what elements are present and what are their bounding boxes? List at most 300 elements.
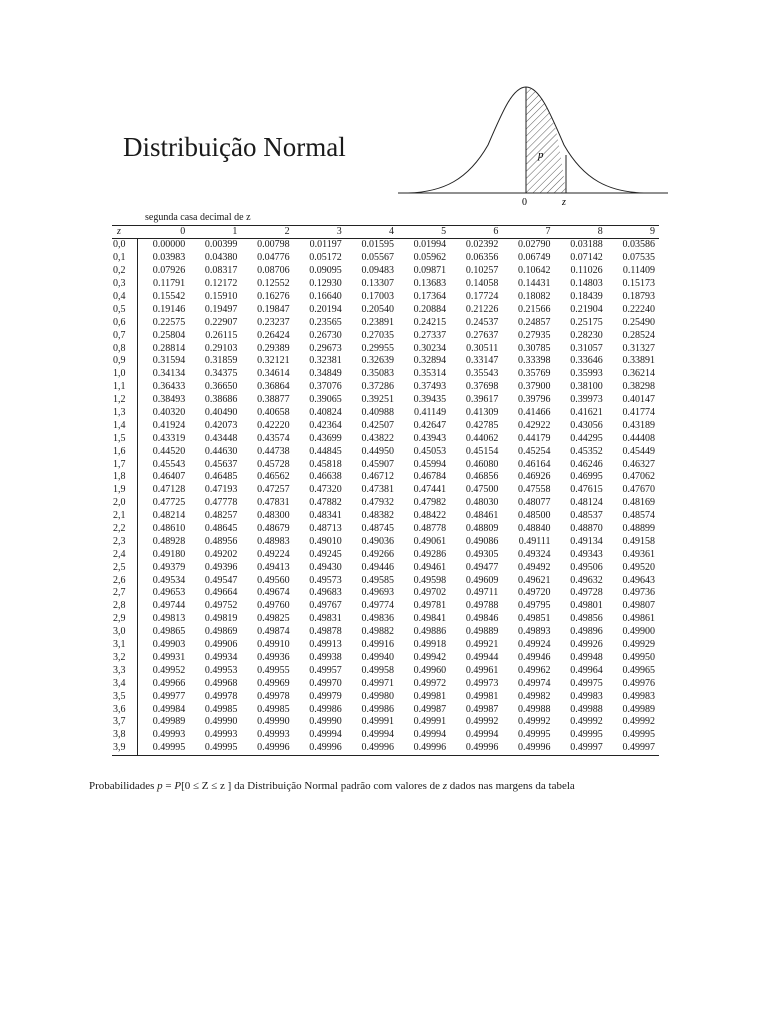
table-cell: 0.43189 [622,419,655,431]
table-cell: 0.00399 [204,239,238,251]
table-cell: 0.41774 [622,407,655,419]
table-cell: 0.15910 [204,291,238,302]
table-cell: 0.27935 [518,329,551,341]
table-cell: 0.46562 [257,471,290,483]
table-cell: 0.47932 [361,497,394,509]
table-cell: 0.08706 [257,265,290,277]
row-z-value: 0,6 [112,316,137,329]
table-cell: 0.44179 [518,432,551,444]
table-cell: 0.49036 [361,535,394,547]
table-cell: 0.14803 [570,278,603,290]
table-cell: 0.49506 [570,561,603,573]
table-cell: 0.46407 [152,471,186,483]
column-header-2: 2 [284,226,290,237]
table-cell: 0.49086 [465,535,499,547]
table-cell: 0.44738 [257,445,290,457]
table-cell: 0.37698 [465,381,499,393]
table-cell: 0.18793 [622,291,655,302]
table-cell: 0.48645 [204,523,238,535]
table-cell: 0.49987 [465,703,499,715]
table-cell: 0.49807 [622,600,655,612]
table-body [112,239,659,756]
table-cell: 0.49985 [204,703,238,715]
table-row [112,407,659,420]
probability-table [112,225,659,756]
table-row [112,587,659,600]
table-cell: 0.05567 [361,252,394,264]
table-cell: 0.49477 [465,561,499,573]
table-cell: 0.35083 [361,368,394,380]
table-cell: 0.47615 [570,484,603,496]
table-row [112,690,659,703]
table-cell: 0.33147 [465,355,499,367]
column-header-5: 5 [441,226,447,237]
table-cell: 0.31859 [204,355,238,367]
table-cell: 0.43574 [257,432,290,444]
table-cell: 0.49969 [257,677,290,689]
table-row [112,419,659,432]
table-cell: 0.49936 [257,651,290,663]
table-cell: 0.04380 [204,252,238,264]
row-z-value: 0,8 [112,342,137,355]
table-cell: 0.15173 [622,278,655,290]
table-cell: 0.49906 [204,639,238,651]
table-cell: 0.38877 [257,394,290,406]
table-cell: 0.49981 [413,690,447,702]
table-cell: 0.49752 [204,600,238,612]
table-row [112,561,659,574]
table-cell: 0.49944 [465,651,499,663]
table-cell: 0.34134 [152,368,186,380]
table-cell: 0.46327 [622,458,655,470]
table-cell: 0.49061 [413,535,447,547]
row-z-value: 0,5 [112,303,137,316]
table-cell: 0.23891 [361,316,394,328]
table-cell: 0.49957 [309,664,342,676]
table-cell: 0.49995 [204,742,238,754]
table-cell: 0.49996 [309,742,342,754]
table-cell: 0.49111 [518,535,551,547]
table-cell: 0.29103 [204,342,238,354]
row-z-value: 2,7 [112,587,137,600]
table-cell: 0.18439 [570,291,603,302]
table-row [112,664,659,677]
table-row [112,265,659,278]
table-cell: 0.49831 [309,613,342,625]
table-cell: 0.49992 [465,716,499,728]
column-header-0: 0 [180,226,186,237]
row-z-value: 1,1 [112,381,137,394]
table-cell: 0.49966 [152,677,186,689]
table-cell: 0.27637 [465,329,499,341]
table-cell: 0.49728 [570,587,603,599]
table-cell: 0.46926 [518,471,551,483]
table-cell: 0.47062 [622,471,655,483]
table-cell: 0.13307 [361,278,394,290]
table-cell: 0.49983 [570,690,603,702]
table-cell: 0.47778 [204,497,238,509]
page-title: Distribuição Normal [123,132,346,162]
table-cell: 0.08317 [204,265,238,277]
table-cell: 0.49942 [413,651,447,663]
table-cell: 0.49995 [152,742,186,754]
table-cell: 0.49916 [361,639,394,651]
table-cell: 0.49962 [518,664,551,676]
table-row [112,523,659,536]
table-cell: 0.49430 [309,561,342,573]
table-cell: 0.36433 [152,381,186,393]
table-cell: 0.47193 [204,484,238,496]
table-cell: 0.49851 [518,613,551,625]
table-cell: 0.49988 [518,703,551,715]
table-cell: 0.48382 [361,510,394,522]
table-row [112,652,659,665]
table-cell: 0.45449 [622,445,655,457]
table-cell: 0.31594 [152,355,186,367]
table-cell: 0.49977 [152,690,186,702]
table-cell: 0.49643 [622,574,655,586]
table-cell: 0.22240 [622,303,655,315]
table-cell: 0.05962 [413,252,447,264]
table-cell: 0.48214 [152,510,186,522]
column-header-1: 1 [232,226,238,237]
table-cell: 0.19497 [204,303,238,315]
table-cell: 0.39973 [570,394,603,406]
table-cell: 0.23237 [257,316,290,328]
column-header-4: 4 [388,226,394,237]
table-cell: 0.49266 [361,548,394,560]
table-cell: 0.32381 [309,355,342,367]
table-cell: 0.49801 [570,600,603,612]
table-cell: 0.25490 [622,316,655,328]
table-cell: 0.47500 [465,484,499,496]
table-cell: 0.19146 [152,303,186,315]
table-cell: 0.49974 [518,677,551,689]
table-cell: 0.49984 [152,703,186,715]
table-cell: 0.49343 [570,548,603,560]
table-cell: 0.20884 [413,303,447,315]
table-cell: 0.49991 [413,716,447,728]
table-cell: 0.49893 [518,626,551,638]
table-cell: 0.43943 [413,432,447,444]
table-cell: 0.49975 [570,677,603,689]
table-cell: 0.26424 [257,329,290,341]
table-cell: 0.11791 [153,278,186,290]
row-z-value: 0,1 [112,252,137,265]
table-cell: 0.09871 [413,265,447,277]
table-cell: 0.21226 [465,303,499,315]
table-cell: 0.49993 [257,729,290,741]
table-cell: 0.48840 [518,523,551,535]
table-cell: 0.32121 [257,355,290,367]
table-cell: 0.49921 [465,639,499,651]
table-cell: 0.49953 [204,664,238,676]
table-cell: 0.49992 [518,716,551,728]
table-cell: 0.35993 [570,368,603,380]
table-cell: 0.47982 [413,497,447,509]
table-cell: 0.41924 [152,419,186,431]
table-cell: 0.48610 [152,523,186,535]
table-cell: 0.49918 [413,639,447,651]
table-cell: 0.49598 [413,574,447,586]
table-cell: 0.49972 [413,677,447,689]
table-cell: 0.49621 [518,574,551,586]
table-cell: 0.33646 [570,355,603,367]
row-z-value: 3,4 [112,677,137,690]
table-cell: 0.49940 [361,651,394,663]
table-cell: 0.49938 [309,651,342,663]
table-cell: 0.12930 [309,278,342,290]
table-cell: 0.32894 [413,355,447,367]
table-cell: 0.02392 [465,239,499,251]
table-cell: 0.11409 [622,265,655,277]
table-cell: 0.01197 [309,239,342,251]
normal-curve-figure [398,80,668,208]
table-cell: 0.16276 [257,291,290,302]
table-cell: 0.49976 [622,677,655,689]
table-cell: 0.45053 [413,445,447,457]
column-header-3: 3 [336,226,342,237]
table-cell: 0.49653 [152,587,186,599]
table-cell: 0.49952 [152,664,186,676]
table-cell: 0.25804 [152,329,186,341]
table-cell: 0.49896 [570,626,603,638]
table-cell: 0.49994 [465,729,499,741]
table-cell: 0.45994 [413,458,447,470]
table-cell: 0.40824 [309,407,342,419]
table-cell: 0.06749 [518,252,551,264]
table-cell: 0.49971 [361,677,394,689]
table-row [112,613,659,626]
table-row [112,497,659,510]
table-cell: 0.49693 [361,587,394,599]
table-cell: 0.34614 [257,368,290,380]
table-cell: 0.37900 [518,381,551,393]
table-cell: 0.48778 [413,523,447,535]
table-cell: 0.40988 [361,407,394,419]
table-cell: 0.49960 [413,664,447,676]
table-cell: 0.49990 [257,716,290,728]
table-cell: 0.48169 [622,497,655,509]
table-cell: 0.31057 [570,342,603,354]
table-cell: 0.49573 [309,574,342,586]
table-row [112,278,659,291]
table-cell: 0.27035 [361,329,394,341]
table-cell: 0.43319 [152,432,186,444]
table-cell: 0.33398 [518,355,551,367]
table-cell: 0.49632 [570,574,603,586]
table-cell: 0.29389 [257,342,290,354]
table-cell: 0.06356 [465,252,499,264]
table-cell: 0.49286 [413,548,447,560]
table-cell: 0.49836 [361,613,394,625]
row-z-value: 3,1 [112,639,137,652]
table-cell: 0.49869 [204,626,238,638]
table-cell: 0.35769 [518,368,551,380]
table-caption [89,780,575,792]
table-cell: 0.22907 [204,316,238,328]
table-cell: 0.49955 [257,664,290,676]
table-cell: 0.39065 [309,394,342,406]
table-cell: 0.44408 [622,432,655,444]
table-cell: 0.49846 [465,613,499,625]
row-z-value: 1,9 [112,484,137,497]
table-cell: 0.49934 [204,651,238,663]
table-row [112,329,659,342]
table-cell: 0.44845 [309,445,342,457]
table-row [112,445,659,458]
table-cell: 0.49996 [361,742,394,754]
caption-formula-p: p [157,780,163,792]
z-column-header: z [117,226,121,237]
table-cell: 0.49987 [413,703,447,715]
table-cell: 0.14058 [465,278,499,290]
table-cell: 0.45907 [361,458,394,470]
table-cell: 0.49996 [257,742,290,754]
table-row [112,458,659,471]
column-header-9: 9 [650,226,655,237]
table-cell: 0.49981 [465,690,499,702]
table-row [112,510,659,523]
table-row [112,484,659,497]
table-row [112,239,659,252]
table-cell: 0.49924 [518,639,551,651]
table-cell: 0.49986 [309,703,342,715]
row-z-value: 1,6 [112,445,137,458]
row-z-value: 2,5 [112,561,137,574]
caption-part2: da Distribuição Normal padrão com valores de [234,780,440,792]
table-cell: 0.49995 [570,729,603,741]
table-cell: 0.49774 [361,600,394,612]
table-cell: 0.38100 [570,381,603,393]
row-z-value: 3,6 [112,703,137,716]
table-cell: 0.49878 [309,626,342,638]
table-cell: 0.47257 [257,484,290,496]
table-cell: 0.44950 [361,445,394,457]
table-cell: 0.49996 [413,742,447,754]
table-cell: 0.14431 [518,278,551,290]
table-cell: 0.12172 [204,278,238,290]
table-cell: 0.49825 [257,613,290,625]
caption-formula-z: z [442,780,448,792]
table-cell: 0.49983 [622,690,655,702]
table-cell: 0.49720 [518,587,551,599]
table-cell: 0.44520 [152,445,186,457]
table-cell: 0.48077 [518,497,551,509]
table-row [112,342,659,355]
table-cell: 0.49979 [309,690,342,702]
table-cell: 0.05172 [309,252,342,264]
table-cell: 0.49929 [622,639,655,651]
row-z-value: 1,3 [112,407,137,420]
table-cell: 0.39796 [518,394,551,406]
table-cell: 0.41149 [413,407,447,419]
table-cell: 0.49010 [309,535,342,547]
table-cell: 0.29673 [309,342,342,354]
table-cell: 0.48537 [570,510,603,522]
table-cell: 0.48809 [465,523,499,535]
table-cell: 0.49609 [465,574,499,586]
table-cell: 0.49585 [361,574,394,586]
table-cell: 0.49978 [257,690,290,702]
table-row [112,252,659,265]
table-cell: 0.35543 [465,368,499,380]
table-cell: 0.49889 [465,626,499,638]
row-z-value: 2,6 [112,574,137,587]
table-cell: 0.49180 [152,548,186,560]
table-cell: 0.48341 [309,510,342,522]
table-cell: 0.31327 [622,342,655,354]
table-cell: 0.42922 [518,419,551,431]
table-cell: 0.49361 [622,548,655,560]
table-cell: 0.45352 [570,445,603,457]
row-z-value: 3,2 [112,652,137,665]
row-z-value: 2,3 [112,535,137,548]
table-row [112,316,659,329]
table-cell: 0.49702 [413,587,447,599]
table-cell: 0.49158 [622,535,655,547]
table-cell: 0.47320 [309,484,342,496]
table-cell: 0.48983 [257,535,290,547]
table-cell: 0.48574 [622,510,655,522]
table-cell: 0.18082 [518,291,551,302]
table-cell: 0.49982 [518,690,551,702]
table-cell: 0.49819 [204,613,238,625]
row-z-value: 3,5 [112,690,137,703]
table-cell: 0.49950 [622,651,655,663]
table-cell: 0.41621 [570,407,603,419]
table-row [112,574,659,587]
table-cell: 0.49245 [309,548,342,560]
row-z-value: 2,0 [112,497,137,510]
table-cell: 0.09095 [309,265,342,277]
table-cell: 0.49324 [518,548,551,560]
table-subheader-text: segunda casa decimal de z [145,212,251,223]
table-cell: 0.42507 [361,419,394,431]
table-cell: 0.24537 [465,316,499,328]
table-cell: 0.49978 [204,690,238,702]
table-cell: 0.49991 [361,716,394,728]
table-row [112,729,659,742]
area-label: p [538,149,544,161]
table-cell: 0.46080 [465,458,499,470]
table-cell: 0.47441 [413,484,447,496]
table-cell: 0.49965 [622,664,655,676]
caption-formula-P: P [174,780,182,792]
table-cell: 0.48713 [309,523,342,535]
table-cell: 0.48899 [622,523,655,535]
table-cell: 0.36214 [622,368,655,380]
table-cell: 0.03188 [570,239,603,251]
table-cell: 0.48257 [204,510,238,522]
table-cell: 0.12552 [257,278,290,290]
row-z-value: 1,2 [112,394,137,407]
table-cell: 0.49865 [152,626,186,638]
table-cell: 0.49961 [465,664,499,676]
table-cell: 0.39251 [361,394,394,406]
table-cell: 0.49534 [152,574,186,586]
row-z-value: 0,9 [112,355,137,368]
table-cell: 0.30234 [413,342,447,354]
table-cell: 0.15542 [152,291,186,302]
table-cell: 0.49910 [257,639,290,651]
row-z-value: 0,4 [112,291,137,304]
table-cell: 0.40490 [204,407,238,419]
table-cell: 0.49958 [361,664,394,676]
table-cell: 0.49986 [361,703,394,715]
table-cell: 0.20540 [361,303,394,315]
table-cell: 0.44062 [465,432,499,444]
